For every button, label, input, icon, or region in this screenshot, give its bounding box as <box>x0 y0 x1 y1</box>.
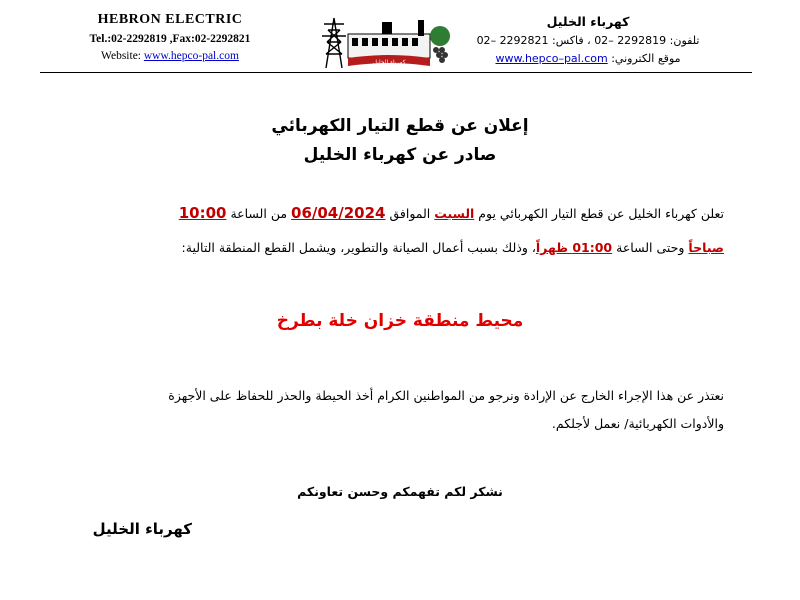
outage-paragraph-line1 <box>74 204 724 222</box>
outage-paragraph-line2 <box>74 240 724 255</box>
start-time-suffix: صباحاً <box>688 240 724 255</box>
transmission-tower-icon <box>322 18 346 68</box>
phone-fax-ar: تلفون: 2292819 –02 ، فاكس: 2292821 –02 <box>476 34 700 47</box>
company-name-ar: كهرباء الخليل <box>546 14 630 29</box>
website-link-ar[interactable]: www.hepco–pal.com <box>495 52 608 65</box>
outage-day: السبت <box>434 206 475 221</box>
phone-fax-en: Tel.:02-2292819 ,Fax:02-2292821 <box>89 33 251 45</box>
outage-date: 06/04/2024 <box>291 204 386 222</box>
text-segment: وحتى الساعة <box>612 240 689 255</box>
announcement-title: إعلان عن قطع التيار الكهربائي <box>271 116 529 136</box>
text-segment: تعلن كهرباء الخليل عن قطع التيار الكهربائي يوم <box>474 206 724 221</box>
letterhead <box>0 0 800 72</box>
end-time: 01:00 ظهراً <box>535 240 613 255</box>
affected-area: محيط منطقة خزان خلة بطرخ <box>276 311 524 331</box>
text-segment: الموافق <box>385 206 435 221</box>
website-link-en[interactable]: www.hepco-pal.com <box>143 50 239 62</box>
start-time: 10:00 <box>178 204 227 222</box>
website-label-ar: موقع الكتروني: <box>607 52 681 65</box>
website-ar <box>438 52 738 65</box>
apology-line1: نعتذر عن هذا الإجراء الخارج عن الإرادة ونرجو من المواطنين الكرام أخذ الحيطة والحذر للحفاظ على الأجهزة <box>168 388 724 403</box>
text-segment: ، وذلك بسبب أعمال الصيانة والتطوير، ويشمل القطع المنطقة التالية: <box>181 240 536 255</box>
arabic-letterhead <box>438 14 738 65</box>
text-segment: من الساعة <box>226 206 292 221</box>
website-label-en: Website: <box>101 50 144 62</box>
company-name-en: HEBRON ELECTRIC <box>97 12 243 27</box>
english-letterhead <box>60 12 280 62</box>
website-en <box>60 50 280 62</box>
logo-banner-text: كهرباء الخليل <box>372 59 406 66</box>
signature: كهرباء الخليل <box>92 520 192 538</box>
building-icon <box>352 20 424 46</box>
apology-line2: والأدوات الكهربائية/ نعمل لأجلكم. <box>551 416 724 431</box>
header-divider <box>40 72 752 73</box>
thanks-line: نشكر لكم تفهمكم وحسن تعاونكم <box>297 484 503 499</box>
announcement-subtitle: صادر عن كهرباء الخليل <box>303 145 497 165</box>
